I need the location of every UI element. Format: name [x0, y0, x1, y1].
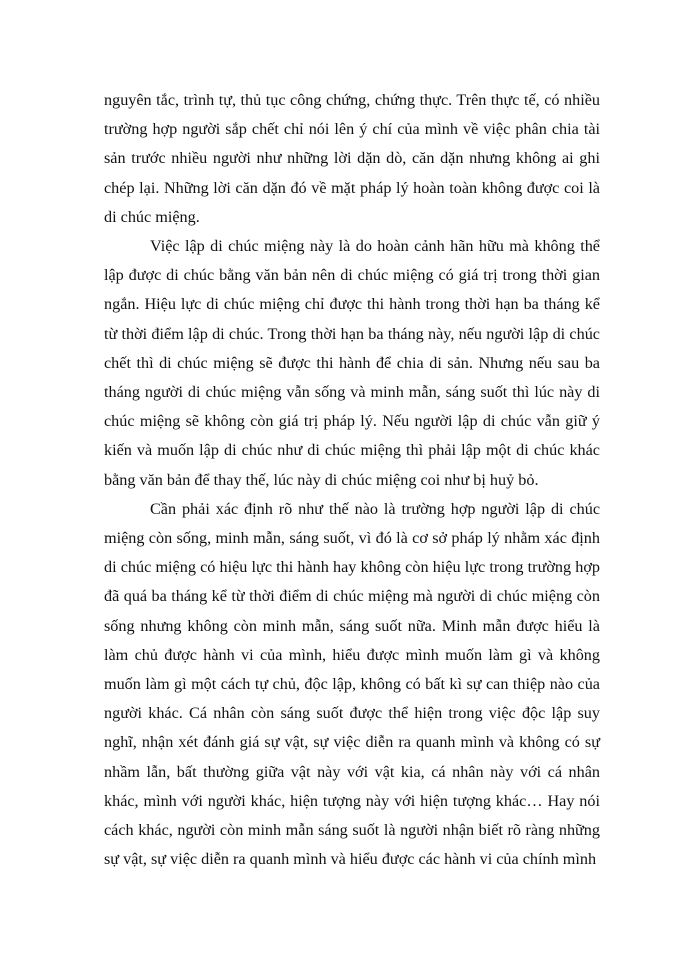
paragraph-1: nguyên tắc, trình tự, thủ tục công chứng, chứng thực. Trên thực tế, có nhiều trường hợp người sắp chết chỉ nói lên ý chí của mình về việc phân chia tài sản trước nhiều người như những lời dặn dò, căn dặn nhưng không ai ghi chép lại. Những lời căn dặn đó về mặt pháp lý hoàn toàn không được coi là di chúc miệng. [104, 91, 600, 226]
paragraph-3: Cần phải xác định rõ như thế nào là trường hợp người lập di chúc miệng còn sống, minh mẫn, sáng suốt, vì đó là cơ sở pháp lý nhằm xác định di chúc miệng có hiệu lực thi hành hay không còn hiệu lực trong trường hợp đã quá ba tháng kể từ thời điểm di chúc miệng mà người di chúc miệng còn sống nhưng không còn minh mẫn, sáng suốt nữa. Minh mẫn được hiểu là làm chủ được hành vi của mình, hiểu được mình muốn làm gì và không muốn làm gì một cách tự chủ, độc lập, không có bất kì sự can thiệp nào của người khác. Cá nhân còn sáng suốt được thể hiện trong việc độc lập suy nghĩ, nhận xét đánh giá sự vật, sự việc diễn ra quanh mình và không có sự nhầm lẫn, bất thường giữa vật này với vật kia, cá nhân này với cá nhân khác, mình với người khác, hiện tượng này với hiện tượng khác… Hay nói cách khác, người còn minh mẫn sáng suốt là người nhận biết rõ ràng những sự vật, sự việc diễn ra quanh mình và hiểu được các hành vi của chính mình [104, 499, 600, 869]
document-page [104, 86, 600, 874]
paragraph-2: Việc lập di chúc miệng này là do hoàn cảnh hãn hữu mà không thể lập được di chúc bằng văn bản nên di chúc miệng có giá trị trong thời gian ngắn. Hiệu lực di chúc miệng chỉ được thi hành trong thời hạn ba tháng kể từ thời điểm lập di chúc. Trong thời hạn ba tháng này, nếu người lập di chúc chết thì di chúc miệng sẽ được thi hành để chia di sản. Nhưng nếu sau ba tháng người di chúc miệng vẫn sống và minh mẫn, sáng suốt thì lúc này di chúc miệng sẽ không còn giá trị pháp lý. Nếu người lập di chúc vẫn giữ ý kiến và muốn lập di chúc như di chúc miệng thì phải lập một di chúc khác bằng văn bản để thay thế, lúc này di chúc miệng coi như bị huỷ bỏ. [104, 237, 600, 489]
